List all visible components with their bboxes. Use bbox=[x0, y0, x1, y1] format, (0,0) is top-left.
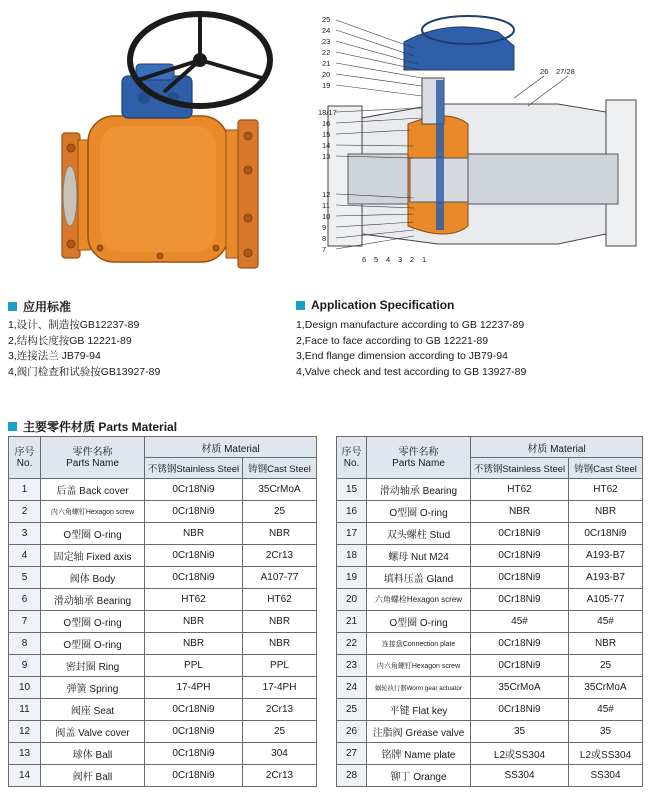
table-cell: 滑动轴承 Bearing bbox=[367, 479, 471, 501]
header-cast: 铸钢Cast Steel bbox=[243, 458, 317, 479]
callout-label: 23 bbox=[322, 37, 331, 46]
table-cell: 28 bbox=[337, 765, 367, 787]
table-cell: 24 bbox=[337, 677, 367, 699]
callout-label: 16 bbox=[322, 119, 331, 128]
table-row bbox=[9, 567, 317, 589]
table-cell: 2Cr13 bbox=[243, 545, 317, 567]
table-cell: 25 bbox=[243, 501, 317, 523]
table-cell: 14 bbox=[9, 765, 41, 787]
table-row bbox=[337, 765, 643, 787]
table-row bbox=[9, 611, 317, 633]
table-cell: 4 bbox=[9, 545, 41, 567]
callout-label: 15 bbox=[322, 130, 331, 139]
table-cell: L2或SS304 bbox=[569, 743, 643, 765]
table-row bbox=[9, 523, 317, 545]
table-row bbox=[337, 611, 643, 633]
callout-label: 24 bbox=[322, 26, 331, 35]
table-cell: A193-B7 bbox=[569, 545, 643, 567]
list-item: 3,连接法兰 JB79-94 bbox=[8, 350, 101, 362]
table-cell: 内六角螺钉Hexagon screw bbox=[367, 655, 471, 677]
table-row bbox=[337, 567, 643, 589]
table-cell: 17-4PH bbox=[145, 677, 243, 699]
table-cell: 0Cr18Ni9 bbox=[569, 523, 643, 545]
table-cell: 填料压盖 Gland bbox=[367, 567, 471, 589]
table-cell: HT62 bbox=[569, 479, 643, 501]
table-cell: HT62 bbox=[243, 589, 317, 611]
table-cell: 20 bbox=[337, 589, 367, 611]
table-cell: 0Cr18Ni9 bbox=[145, 501, 243, 523]
parts-table-left bbox=[8, 436, 317, 787]
table-cell: 滑动轴承 Bearing bbox=[41, 589, 145, 611]
table-cell: 7 bbox=[9, 611, 41, 633]
callout-label: 12 bbox=[322, 190, 331, 199]
table-cell: 0Cr18Ni9 bbox=[471, 545, 569, 567]
table-cell: 注脂阀 Grease valve bbox=[367, 721, 471, 743]
table-cell: 连接盘Connection plate bbox=[367, 633, 471, 655]
table-cell: 27 bbox=[337, 743, 367, 765]
table-cell: O型圈 O-ring bbox=[41, 611, 145, 633]
table-cell: PPL bbox=[145, 655, 243, 677]
table-cell: 17 bbox=[337, 523, 367, 545]
table-cell: HT62 bbox=[145, 589, 243, 611]
table-cell: NBR bbox=[145, 523, 243, 545]
table-cell: 3 bbox=[9, 523, 41, 545]
table-row bbox=[337, 721, 643, 743]
table-row bbox=[9, 765, 317, 787]
table-cell: 0Cr18Ni9 bbox=[471, 589, 569, 611]
table-row bbox=[337, 523, 643, 545]
table-cell: 0Cr18Ni9 bbox=[145, 699, 243, 721]
section-square-icon bbox=[296, 301, 305, 310]
callout-label: 21 bbox=[322, 59, 331, 68]
callout-label: 6 bbox=[362, 255, 367, 264]
table-cell: 35CrMoA bbox=[471, 677, 569, 699]
callout-label: 1 bbox=[422, 255, 427, 264]
table-cell: 18 bbox=[337, 545, 367, 567]
table-cell: 25 bbox=[569, 655, 643, 677]
table-cell: 25 bbox=[337, 699, 367, 721]
table-cell: 0Cr18Ni9 bbox=[471, 567, 569, 589]
list-item: 2,Face to face according to GB 12221-89 bbox=[296, 334, 489, 347]
callout-label: 8 bbox=[322, 234, 327, 243]
table-cell: 23 bbox=[337, 655, 367, 677]
table-cell: 蜗轮执行器Worm gear actuator bbox=[367, 677, 471, 699]
table-cell: 固定轴 Fixed axis bbox=[41, 545, 145, 567]
table-cell: 11 bbox=[9, 699, 41, 721]
callout-label: 13 bbox=[322, 152, 331, 161]
table-row bbox=[337, 501, 643, 523]
header-cast: 铸钢Cast Steel bbox=[569, 458, 643, 479]
parts-heading: 主要零件材质 Parts Material bbox=[8, 418, 177, 435]
callout-label: 9 bbox=[322, 223, 327, 232]
table-cell: 15 bbox=[337, 479, 367, 501]
table-cell: 阀盖 Valve cover bbox=[41, 721, 145, 743]
callout-label: 11 bbox=[322, 201, 330, 210]
table-cell: 9 bbox=[9, 655, 41, 677]
table-cell: 密封圈 Ring bbox=[41, 655, 145, 677]
table-cell: 35 bbox=[569, 721, 643, 743]
table-cell: 0Cr18Ni9 bbox=[145, 721, 243, 743]
header-name: 零件名称 Parts Name bbox=[41, 437, 145, 479]
table-row bbox=[337, 699, 643, 721]
drawing-callouts-right bbox=[540, 67, 575, 76]
table-cell: 0Cr18Ni9 bbox=[471, 523, 569, 545]
table-row bbox=[337, 743, 643, 765]
table-cell: A193-B7 bbox=[569, 567, 643, 589]
table-cell: 0Cr18Ni9 bbox=[145, 567, 243, 589]
table-cell: 阀杆 Ball bbox=[41, 765, 145, 787]
list-item: 1,Design manufacture according to GB 12237-89 bbox=[296, 319, 525, 331]
callout-label: 10 bbox=[322, 212, 331, 221]
valve-photo bbox=[40, 8, 295, 276]
table-cell: 六角螺栓Hexagon screw bbox=[367, 589, 471, 611]
table-cell: 19 bbox=[337, 567, 367, 589]
table-cell: A105-77 bbox=[569, 589, 643, 611]
header-no: 序号 No. bbox=[337, 437, 367, 479]
table-cell: 双头螺柱 Stud bbox=[367, 523, 471, 545]
table-cell: 螺母 Nut M24 bbox=[367, 545, 471, 567]
table-cell: 8 bbox=[9, 633, 41, 655]
table-cell: 0Cr18Ni9 bbox=[145, 765, 243, 787]
table-cell: 0Cr18Ni9 bbox=[471, 655, 569, 677]
table-cell: O型圈 O-ring bbox=[367, 501, 471, 523]
table-cell: 内六角螺钉Hexagon screw bbox=[41, 501, 145, 523]
spec-en-list bbox=[296, 318, 526, 380]
table-cell: 16 bbox=[337, 501, 367, 523]
table-cell: 5 bbox=[9, 567, 41, 589]
callout-label: 4 bbox=[386, 255, 391, 264]
callout-label: 2 bbox=[410, 255, 415, 264]
table-cell: 0Cr18Ni9 bbox=[145, 479, 243, 501]
table-cell: 45# bbox=[471, 611, 569, 633]
table-cell: NBR bbox=[569, 633, 643, 655]
header-name: 零件名称 Parts Name bbox=[367, 437, 471, 479]
table-cell: 1 bbox=[9, 479, 41, 501]
table-cell: NBR bbox=[569, 501, 643, 523]
callout-label: 5 bbox=[374, 255, 379, 264]
table-cell: 0Cr18Ni9 bbox=[145, 545, 243, 567]
table-cell: 22 bbox=[337, 633, 367, 655]
table-row bbox=[9, 545, 317, 567]
table-cell: L2或SS304 bbox=[471, 743, 569, 765]
callout-label: 25 bbox=[322, 15, 331, 24]
table-cell: 阀体 Body bbox=[41, 567, 145, 589]
table-cell: 0Cr18Ni9 bbox=[471, 633, 569, 655]
spec-en-heading: Application Specification bbox=[296, 298, 454, 312]
table-row bbox=[337, 633, 643, 655]
table-cell: 2Cr13 bbox=[243, 765, 317, 787]
table-cell: 6 bbox=[9, 589, 41, 611]
table-cell: 10 bbox=[9, 677, 41, 699]
table-cell: 0Cr18Ni9 bbox=[471, 699, 569, 721]
section-square-icon bbox=[8, 422, 17, 431]
table-row bbox=[9, 721, 317, 743]
table-cell: O型圈 O-ring bbox=[41, 633, 145, 655]
table-cell: 26 bbox=[337, 721, 367, 743]
list-item: 1,设计、制造按GB12237-89 bbox=[8, 319, 140, 331]
spec-cn-heading: 应用标准 bbox=[8, 298, 71, 315]
table-cell: 45# bbox=[569, 699, 643, 721]
callout-label: 26 bbox=[540, 67, 549, 76]
table-row bbox=[9, 699, 317, 721]
table-cell: 12 bbox=[9, 721, 41, 743]
table-cell: 球体 Ball bbox=[41, 743, 145, 765]
table-row bbox=[337, 655, 643, 677]
header-material: 材质 Material bbox=[145, 437, 317, 458]
header-no: 序号 No. bbox=[9, 437, 41, 479]
list-item: 2,结构长度按GB 12221-89 bbox=[8, 334, 132, 347]
table-cell: O型圈 O-ring bbox=[367, 611, 471, 633]
table-row bbox=[337, 479, 643, 501]
table-cell: NBR bbox=[243, 611, 317, 633]
table-row bbox=[9, 589, 317, 611]
list-item: 3,End flange dimension according to JB79-94 bbox=[296, 350, 508, 362]
table-row bbox=[9, 655, 317, 677]
callout-label: 27/28 bbox=[556, 67, 575, 76]
table-cell: 25 bbox=[243, 721, 317, 743]
table-cell: 13 bbox=[9, 743, 41, 765]
callout-label: 20 bbox=[322, 70, 331, 79]
callout-label: 22 bbox=[322, 48, 331, 57]
table-row bbox=[337, 589, 643, 611]
table-cell: 0Cr18Ni9 bbox=[145, 743, 243, 765]
table-cell: 35 bbox=[471, 721, 569, 743]
callout-label: 14 bbox=[322, 141, 331, 150]
spec-cn-list bbox=[8, 318, 160, 380]
header-material: 材质 Material bbox=[471, 437, 643, 458]
table-row bbox=[337, 545, 643, 567]
table-cell: 后盖 Back cover bbox=[41, 479, 145, 501]
table-cell: 2 bbox=[9, 501, 41, 523]
table-cell: 铭牌 Name plate bbox=[367, 743, 471, 765]
table-cell: 35CrMoA bbox=[243, 479, 317, 501]
header-stainless: 不锈钢Stainless Steel bbox=[471, 458, 569, 479]
table-cell: SS304 bbox=[471, 765, 569, 787]
table-cell: NBR bbox=[243, 633, 317, 655]
table-cell: 平键 Flat key bbox=[367, 699, 471, 721]
section-square-icon bbox=[8, 302, 17, 311]
callout-label: 18/17 bbox=[318, 108, 337, 117]
table-cell: 304 bbox=[243, 743, 317, 765]
table-row bbox=[9, 677, 317, 699]
callout-label: 7 bbox=[322, 245, 327, 254]
list-item: 4,阀门检查和试验按GB13927-89 bbox=[8, 365, 161, 378]
table-row bbox=[9, 479, 317, 501]
header-stainless: 不锈钢Stainless Steel bbox=[145, 458, 243, 479]
table-cell: SS304 bbox=[569, 765, 643, 787]
table-cell: A107-77 bbox=[243, 567, 317, 589]
table-cell: O型圈 O-ring bbox=[41, 523, 145, 545]
table-cell: 45# bbox=[569, 611, 643, 633]
table-cell: 17-4PH bbox=[243, 677, 317, 699]
table-row bbox=[9, 743, 317, 765]
parts-table-right bbox=[336, 436, 643, 787]
table-cell: HT62 bbox=[471, 479, 569, 501]
list-item: 4,Valve check and test according to GB 13927-89 bbox=[296, 365, 527, 378]
table-row bbox=[9, 633, 317, 655]
table-cell: 2Cr13 bbox=[243, 699, 317, 721]
table-cell: 21 bbox=[337, 611, 367, 633]
table-cell: 弹簧 Spring bbox=[41, 677, 145, 699]
table-cell: NBR bbox=[471, 501, 569, 523]
drawing-callouts-bottom bbox=[362, 255, 426, 264]
table-cell: NBR bbox=[145, 633, 243, 655]
table-cell: NBR bbox=[243, 523, 317, 545]
table-cell: PPL bbox=[243, 655, 317, 677]
table-cell: 阀座 Seat bbox=[41, 699, 145, 721]
table-row bbox=[337, 677, 643, 699]
callout-label: 3 bbox=[398, 255, 403, 264]
table-cell: 铆丁 Orange bbox=[367, 765, 471, 787]
cross-section-drawing bbox=[318, 8, 650, 270]
callout-label: 19 bbox=[322, 81, 331, 90]
table-row bbox=[9, 501, 317, 523]
table-cell: 35CrMoA bbox=[569, 677, 643, 699]
table-cell: NBR bbox=[145, 611, 243, 633]
